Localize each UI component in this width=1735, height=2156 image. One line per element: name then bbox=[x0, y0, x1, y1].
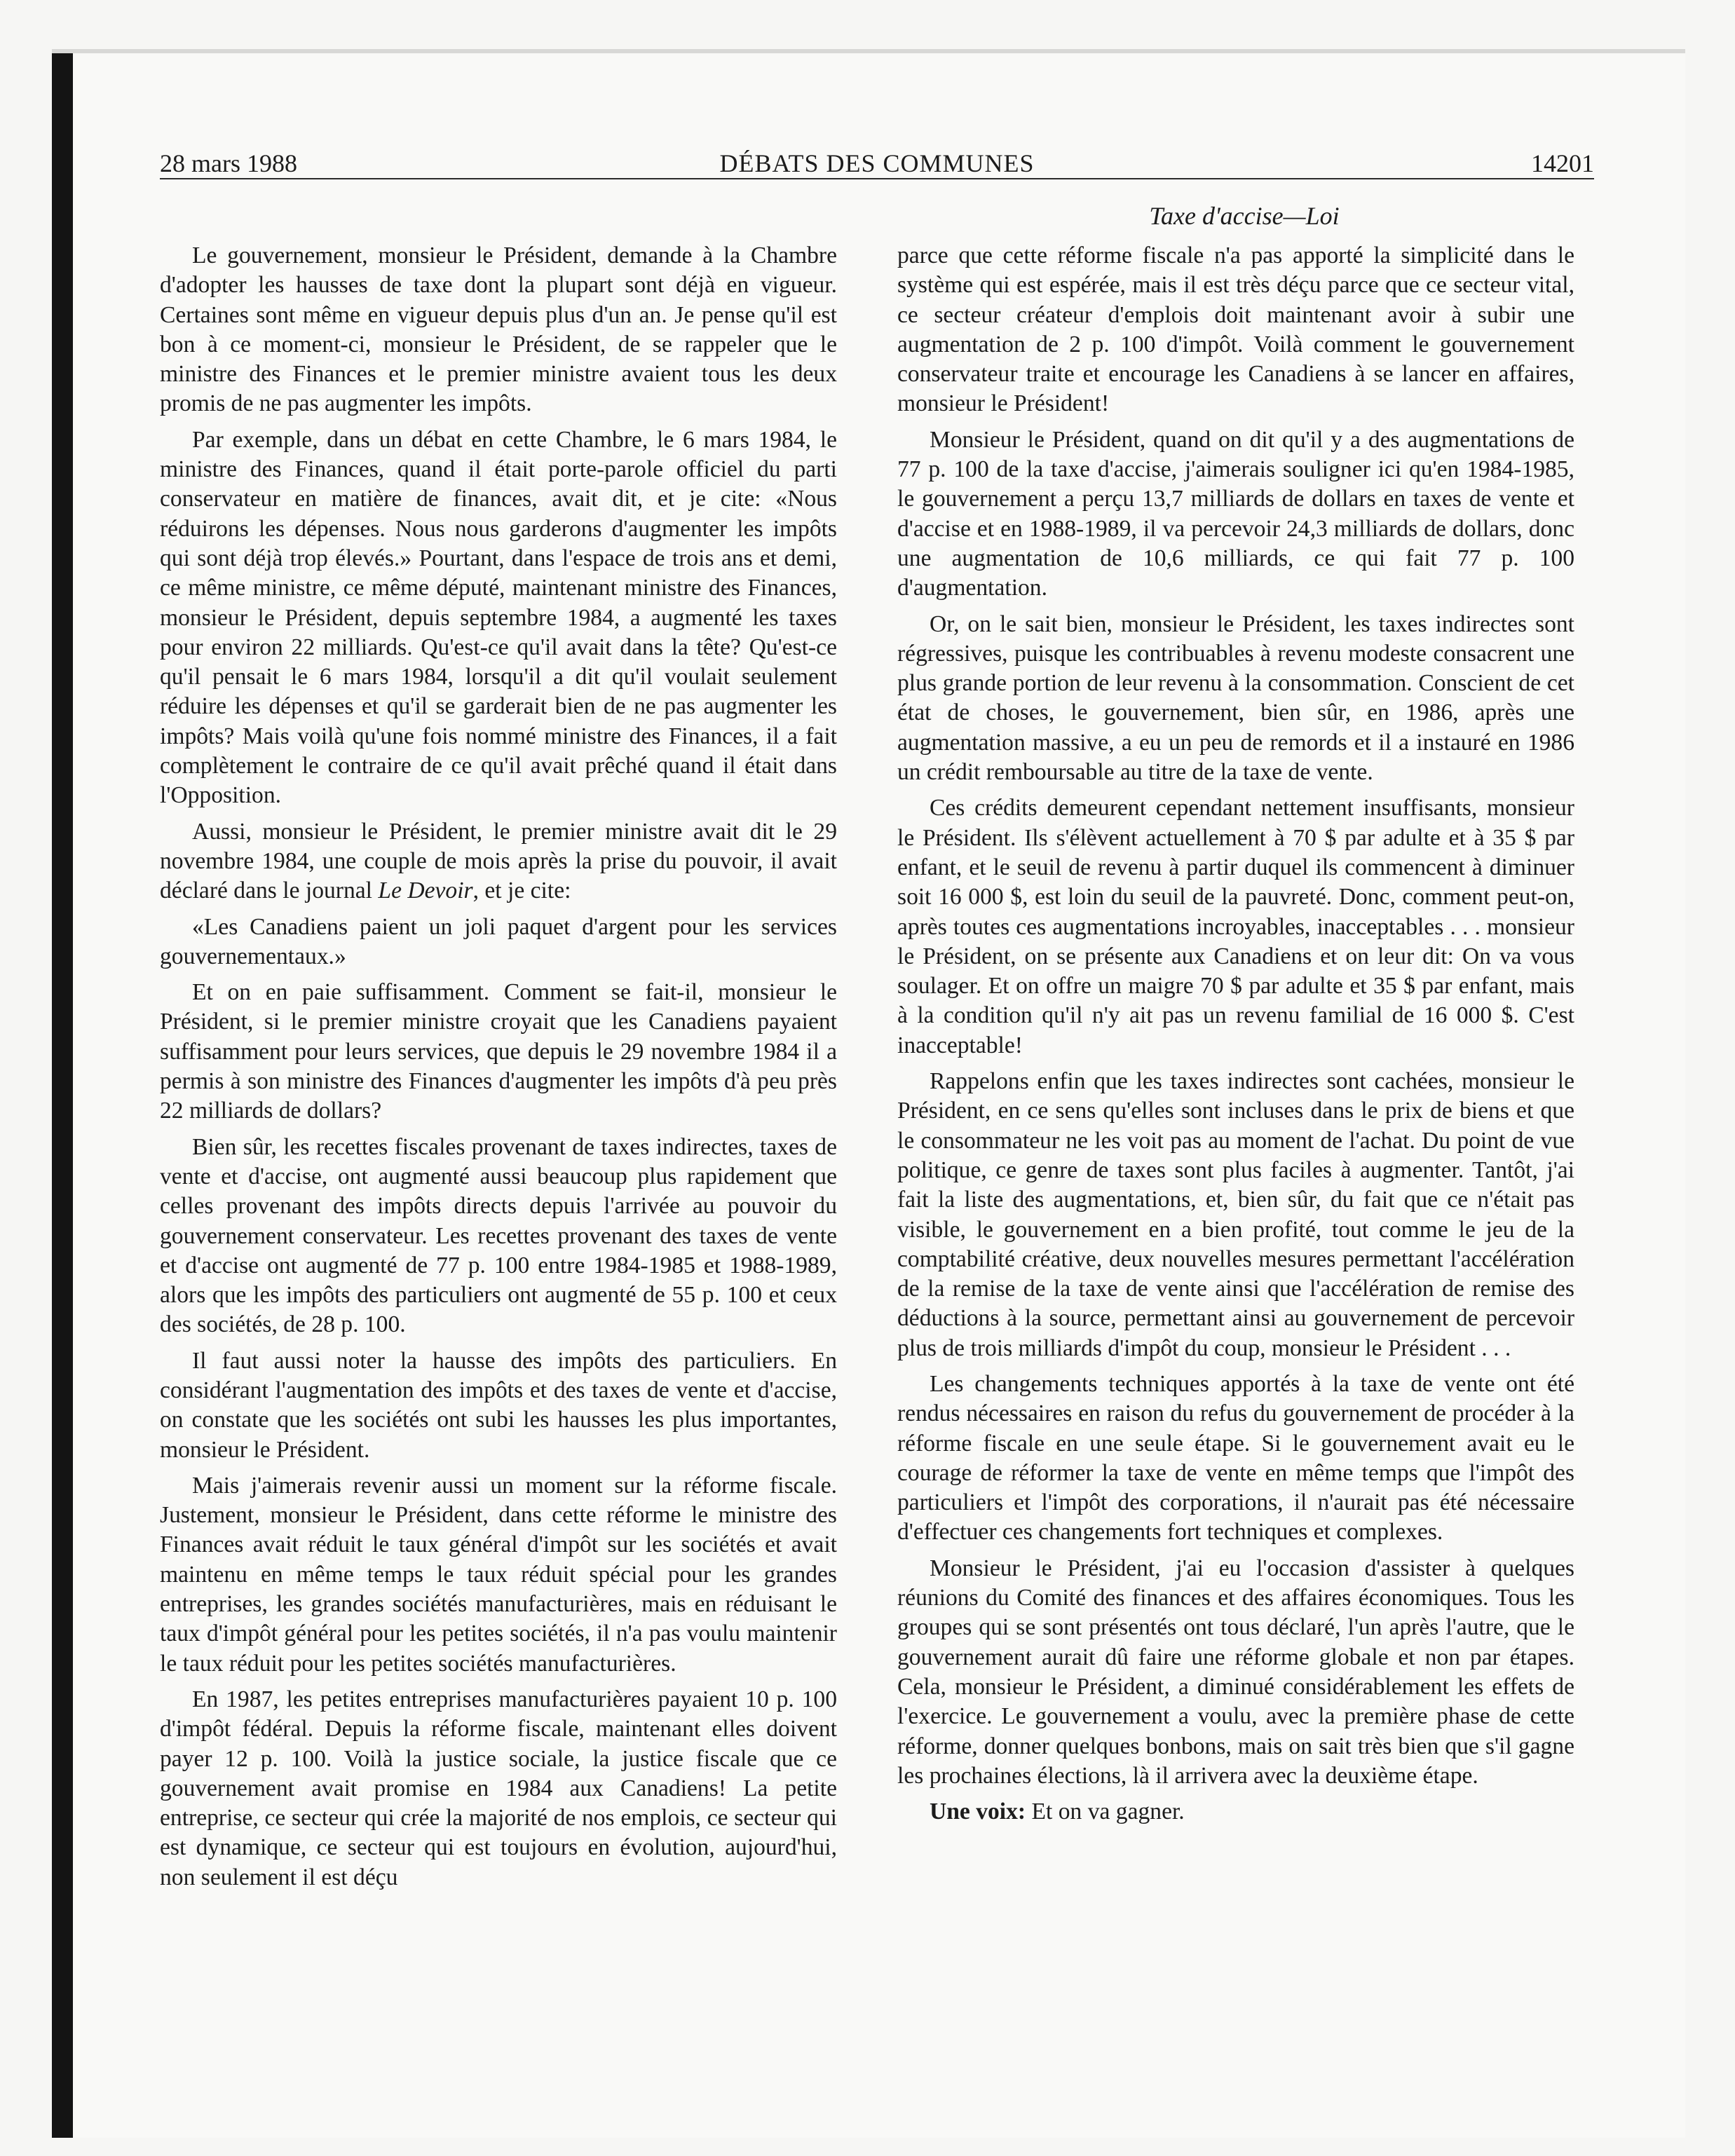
paragraph: parce que cette réforme fiscale n'a pas apporté la simplicité dans le système qui est espérée, mais il est très déçu parce que ce secteur vital, ce secteur créateur d'emplois doit maintenant avoir à subir une augmentation de 2 p. 100 d'impôt. Voilà comment le gouvernement conservateur traite et encourage les Canadiens à se lancer en affaires, monsieur le Président! bbox=[897, 243, 1574, 417]
paragraph: Bien sûr, les recettes fiscales provenant de taxes indirectes, taxes de vente et d'accise, ont augmenté aussi beaucoup plus rapidement que celles provenant des impôts directs depuis l'arrivée au pouvoir du gouvernement conservateur. Les recettes provenant des taxes de vente et d'accise ont augmenté de 77 p. 100 entre 1984-1985 et 1988-1989, alors que les impôts des particuliers ont augmenté de 55 p. 100 et ceux des sociétés, de 28 p. 100. bbox=[160, 1133, 837, 1338]
paragraph: Or, on le sait bien, monsieur le Président, les taxes indirectes sont régressives, puisque les contribuables à revenu modeste consacrent une plus grande portion de leur revenu à la consommation. Conscient de cet état de choses, le gouvernement, bien sûr, en 1986, après une augmentation massive, a eu un peu de remords et il a instauré en 1986 un crédit remboursable au titre de la taxe de vente. bbox=[897, 610, 1574, 786]
paragraph bbox=[160, 817, 837, 906]
speaker-name: Une voix: bbox=[930, 1799, 1026, 1825]
page-header bbox=[160, 146, 1594, 181]
paragraph: En 1987, les petites entreprises manufacturières payaient 10 p. 100 d'impôt fédéral. Depuis la réforme fiscale, maintenant elles doivent payer 12 p. 100. Voilà la justice sociale, la justice fiscale que ce gouvernement avait promise en 1984 aux Canadiens! La petite entreprise, ce secteur qui crée la majorité de nos emplois, ce secteur qui est dynamique, ce secteur qui est toujours en évolution, aujourd'hui, non seulement il est déçu bbox=[160, 1686, 837, 1890]
interjection-text: Et on va gagner. bbox=[1026, 1799, 1185, 1825]
paragraph: Et on en paie suffisamment. Comment se fait-il, monsieur le Président, si le premier ministre croyait que les Canadiens payaient suffisamment pour leurs services, que depuis le 29 novembre 1984 il a permis à son ministre des Finances d'augmenter les impôts d'à peu près 22 milliards de dollars? bbox=[160, 979, 837, 1124]
paragraph: Mais j'aimerais revenir aussi un moment sur la réforme fiscale. Justement, monsieur le Président, dans cette réforme le ministre des Finances avait réduit le taux général d'impôt sur les sociétés et avait maintenu en même temps le taux réduit spécial pour les grandes entreprises, les grandes sociétés manufacturières, mais en réduisant le taux d'impôt général pour les petites sociétés, il n'a pas voulu maintenir le taux réduit pour les petites sociétés manufacturières. bbox=[160, 1472, 837, 1677]
header-date: 28 mars 1988 bbox=[160, 149, 297, 177]
header-rule bbox=[160, 178, 1594, 179]
paragraph: Les changements techniques apportés à la taxe de vente ont été rendus nécessaires en raison du refus du gouvernement de procéder à la réforme fiscale en une seule étape. Si le gouvernement avait eu le courage de réformer la taxe de vente en même temps que l'impôt des particuliers et l'impôt des corporations, il n'aurait pas été nécessaire d'effectuer ces changements fort techniques et complexes. bbox=[897, 1370, 1574, 1546]
left-column bbox=[160, 241, 837, 1899]
paragraph: Il faut aussi noter la hausse des impôts des particuliers. En considérant l'augmentation des impôts et des taxes de vente et d'accise, on constate que les sociétés ont subi les hausses les plus importantes, monsieur le Président. bbox=[160, 1347, 837, 1463]
paragraph: Ces crédits demeurent cependant nettement insuffisants, monsieur le Président. Ils s'élèvent actuellement à 70 $ par adulte et à 35 $ par enfant, et le seuil de revenu à partir duquel ils commencent à diminuer soit 16 000 $, est loin du seuil de la pauvreté. Donc, comment peut-on, après toutes ces augmentations incroyables, inacceptables . . . monsieur le Président, on se présente aux Canadiens et on leur dit: On va vous soulager. Et on offre un maigre 70 $ par adulte et 35 $ par enfant, mais à la condition qu'il n'y ait pas un revenu familial de 16 000 $. C'est inacceptable! bbox=[897, 795, 1574, 1058]
header-title: DÉBATS DES COMMUNES bbox=[719, 149, 1035, 177]
scan-top-edge bbox=[52, 49, 1685, 53]
subject-heading: Taxe d'accise—Loi bbox=[1149, 202, 1340, 230]
paragraph: Le gouvernement, monsieur le Président, demande à la Chambre d'adopter les hausses de taxe dont la plupart sont déjà en vigueur. Certaines sont même en vigueur depuis plus d'un an. Je pense qu'il est bon à ce moment-ci, monsieur le Président, de se rappeler que le ministre des Finances et le premier ministre avaient tous les deux promis de ne pas augmenter les impôts. bbox=[160, 243, 837, 417]
paragraph: Rappelons enfin que les taxes indirectes sont cachées, monsieur le Président, en ce sens qu'elles sont incluses dans le prix de biens et que le consommateur ne les voit pas au moment de l'achat. Du point de vue politique, ce genre de taxes sont plus faciles à augmenter. Tantôt, j'ai fait la liste des augmentations, et, bien sûr, du fait que ce n'était pas visible, le gouvernement en a bien profité, tout comme le jeu de la comptabilité créative, deux nouvelles mesures permettant l'accélération de la remise de la taxe de vente ainsi que l'accélération de remise des déductions à la source, permettant ainsi au gouvernement de percevoir plus de trois milliards d'impôt du coup, monsieur le Président . . . bbox=[897, 1068, 1574, 1361]
paragraph: Monsieur le Président, quand on dit qu'il y a des augmentations de 77 p. 100 de la taxe d'accise, j'aimerais souligner ici qu'en 1984-1985, le gouvernement a perçu 13,7 milliards de dollars en taxes de vente et d'accise et en 1988-1989, il va percevoir 24,3 milliards de dollars, donc une augmentation de 10,6 milliards, ce qui fait 77 p. 100 d'augmentation. bbox=[897, 426, 1574, 601]
right-column bbox=[897, 241, 1574, 1833]
text-run: , et je cite: bbox=[472, 878, 571, 904]
paragraph: Par exemple, dans un débat en cette Chambre, le 6 mars 1984, le ministre des Finances, quand il était porte-parole officiel du parti conservateur en matière de finances, avait dit, et je cite: «Nous réduirons les dépenses. Nous nous garderons d'augmenter les impôts qui sont déjà trop élevés.» Pourtant, dans l'espace de trois ans et demi, ce même ministre, ce même député, maintenant ministre des Finances, monsieur le Président, depuis septembre 1984, a augmenté les taxes pour environ 22 milliards. Qu'est-ce qu'il avait dans la tête? Qu'est-ce qu'il pensait le 6 mars 1984, lorsqu'il a dit qu'il voulait seulement réduire les dépenses et qu'il se garderait bien de ne pas augmenter les impôts? Mais voilà qu'une fois nommé ministre des Finances, il a fait complètement le contraire de ce qu'il avait prêché quand il était dans l'Opposition. bbox=[160, 426, 837, 809]
scan-border bbox=[52, 49, 73, 2138]
interjection bbox=[897, 1797, 1574, 1827]
quotation: «Les Canadiens paient un joli paquet d'argent pour les services gouvernementaux.» bbox=[160, 913, 837, 969]
paragraph: Monsieur le Président, j'ai eu l'occasion d'assister à quelques réunions du Comité des finances et des affaires économiques. Tous les groupes qui se sont présentés ont tous déclaré, l'un après l'autre, que le gouvernement aurait dû faire une réforme globale et non par étapes. Cela, monsieur le Président, a diminué considérablement les effets de l'exercice. Le gouvernement a voulu, avec la première phase de cette réforme, donner quelques bonbons, mais on sait très bien que s'il gagne les prochaines élections, là il arrivera avec la deuxième étape. bbox=[897, 1555, 1574, 1789]
header-page-number: 14201 bbox=[1531, 149, 1594, 177]
newspaper-title: Le Devoir bbox=[378, 878, 473, 904]
text-run: Aussi, monsieur le Président, le premier ministre avait dit le 29 novembre 1984, une couple de mois après la prise du pouvoir, il avait déclaré dans le journal bbox=[160, 818, 837, 904]
